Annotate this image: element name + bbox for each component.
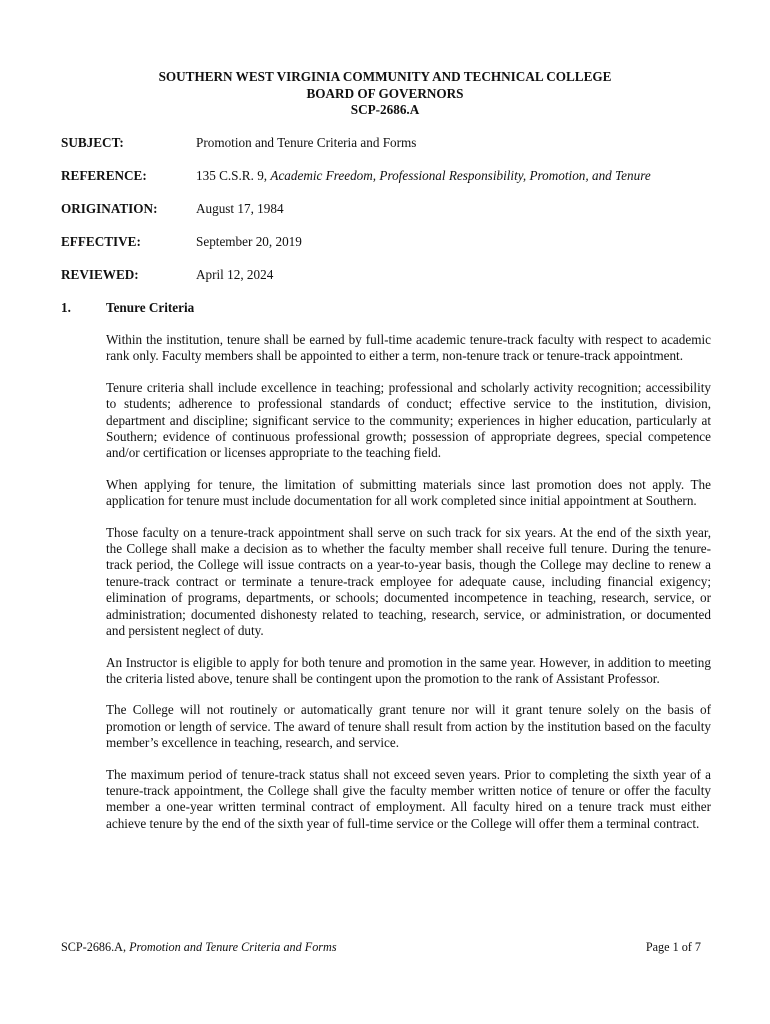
effective-row <box>61 233 721 266</box>
effective-label: EFFECTIVE: <box>61 234 141 249</box>
reference-row <box>61 167 721 200</box>
paragraph: An Instructor is eligible to apply for both tenure and promotion in the same year. However, in addition to meeting the criteria listed above, tenure shall be contingent upon the promotion to the rank of Assistant Professor. <box>106 654 711 686</box>
footer-doc-title: Promotion and Tenure Criteria and Forms <box>129 940 337 954</box>
section-number: 1. <box>61 300 71 315</box>
paragraph: The maximum period of tenure-track status shall not exceed seven years. Prior to completing the sixth year of a tenure-track appointment, the College shall give the faculty member written notice of tenure or offer the faculty member a one-year written terminal contract of employment. All faculty hired on a tenure track must either achieve tenure by the end of the sixth year of full-time service or the College will offer them a terminal contract. <box>106 766 711 831</box>
subject-label: SUBJECT: <box>61 135 124 150</box>
reference-citation: 135 C.S.R. 9, <box>196 168 271 183</box>
effective-value: September 20, 2019 <box>196 234 302 249</box>
footer-document-title <box>61 940 337 955</box>
document-header <box>0 69 770 119</box>
origination-value: August 17, 1984 <box>196 201 284 216</box>
paragraph: Within the institution, tenure shall be earned by full-time academic tenure-track faculty with respect to academic rank only. Faculty members shall be appointed to either a term, non-tenure track or tenure-track appointment. <box>106 332 711 364</box>
paragraph: When applying for tenure, the limitation of submitting materials since last promotion does not apply. The application for tenure must include documentation for all work completed since initial appointment at Southern. <box>106 476 711 509</box>
page-number: Page 1 of 7 <box>645 940 701 954</box>
reference-value <box>196 167 651 185</box>
policy-metadata <box>61 134 721 299</box>
subject-value: Promotion and Tenure Criteria and Forms <box>196 135 417 150</box>
paragraph: Those faculty on a tenure-track appointment shall serve on such track for six years. At the end of the sixth year, the College shall make a decision as to whether the faculty member shall receive full tenure. During the tenure-track period, the College will issue contracts on a year-to-year basis, though the College may decline to renew a tenure-track contract or terminate a tenure-track employee for adequate cause, including financial exigency; elimination of programs, departments, or schools; documented incompetence in teaching, research, service, or administration; documented dishonesty related to teaching, research, service, or administration, or documented and persistent neglect of duty. <box>106 524 711 639</box>
reviewed-value: April 12, 2024 <box>196 267 274 282</box>
origination-label: ORIGINATION: <box>61 201 158 216</box>
paragraph: Tenure criteria shall include excellence in teaching; professional and scholarly activity recognition; accessibility to students; adherence to professional standards of conduct; effective service to the institution, division, department and discipline; significant service to the community; experiences in higher education, particularly at Southern; evidence of continuous professional growth; possession of appropriate degrees, special competence and/or certification or licenses appropriate to the teaching field. <box>106 379 711 461</box>
board-name: BOARD OF GOVERNORS <box>306 85 464 101</box>
reference-title: Academic Freedom, Professional Responsibility, Promotion, and Tenure <box>270 168 651 183</box>
reviewed-label: REVIEWED: <box>61 267 139 282</box>
section-body <box>106 332 711 847</box>
policy-number: SCP-2686.A <box>350 102 420 117</box>
subject-row <box>61 134 721 167</box>
origination-row <box>61 200 721 233</box>
college-name: SOUTHERN WEST VIRGINIA COMMUNITY AND TECHNICAL COLLEGE <box>158 69 612 84</box>
reviewed-row <box>61 266 721 299</box>
footer-doc-id: SCP-2686.A, <box>61 940 130 954</box>
reference-label: REFERENCE: <box>61 168 147 183</box>
paragraph: The College will not routinely or automatically grant tenure nor will it grant tenure solely on the basis of promotion or length of service. The award of tenure shall result from action by the institution based on the faculty member’s excellence in teaching, research, and service. <box>106 702 711 751</box>
section-title: Tenure Criteria <box>106 300 195 315</box>
